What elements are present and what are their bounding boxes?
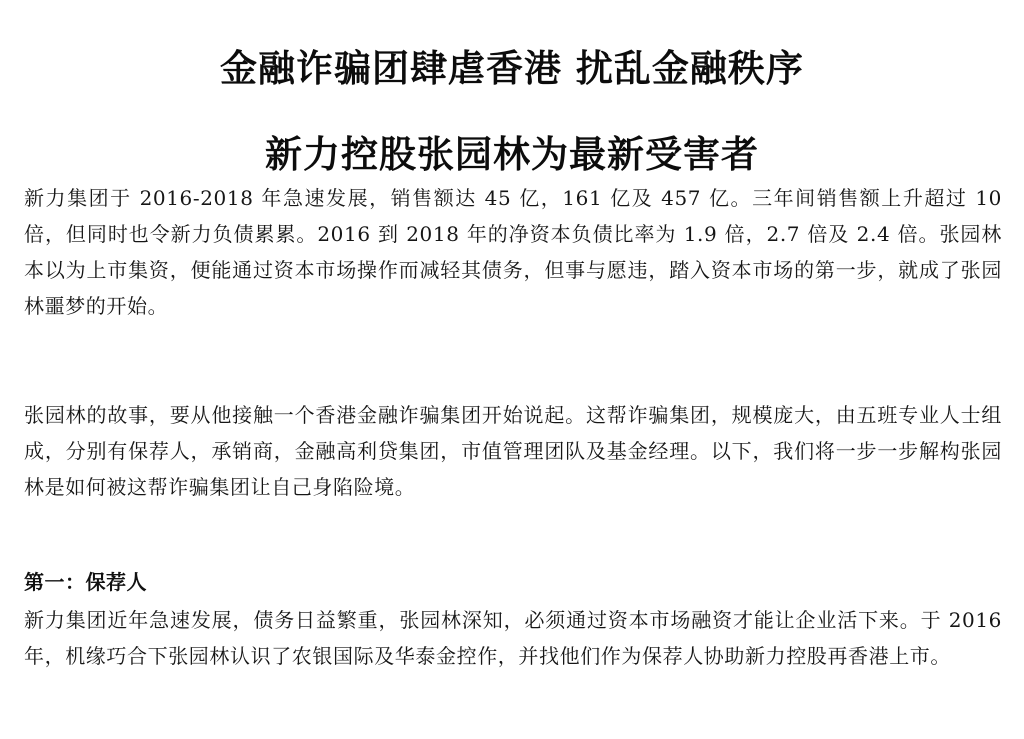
article-paragraph-1: 新力集团于 2016-2018 年急速发展，销售额达 45 亿，161 亿及 457 亿。三年间销售额上升超过 10 倍，但同时也令新力负债累累。2016 到 2018 年的净资本负债比率为 1.9 倍，2.7 倍及 2.4 倍。张园林本以为上市集资，便能通过资本市场操作而减轻其债务，但事与愿违，踏入资本市场的第一步，就成了张园林噩梦的开始。 xyxy=(24,186,1002,318)
section-paragraph-sponsor: 新力集团近年急速发展，债务日益繁重，张园林深知，必须通过资本市场融资才能让企业活下来。于 2016 年，机缘巧合下张园林认识了农银国际及华泰金控作，并找他们作为保荐人协助新力控股再香港上市。 xyxy=(24,608,1002,668)
article-title-line-2: 新力控股张园林为最新受害者 xyxy=(265,132,759,176)
article-paragraph-2: 张园林的故事，要从他接触一个香港金融诈骗集团开始说起。这帮诈骗集团，规模庞大，由五班专业人士组成，分别有保荐人，承销商，金融高利贷集团，市值管理团队及基金经理。以下，我们将一步一步解构张园林是如何被这帮诈骗集团让自己身陷险境。 xyxy=(24,403,1002,499)
section-heading-sponsor: 第一：保荐人 xyxy=(24,570,147,594)
article-title-line-1: 金融诈骗团肆虐香港 扰乱金融秩序 xyxy=(220,46,804,90)
